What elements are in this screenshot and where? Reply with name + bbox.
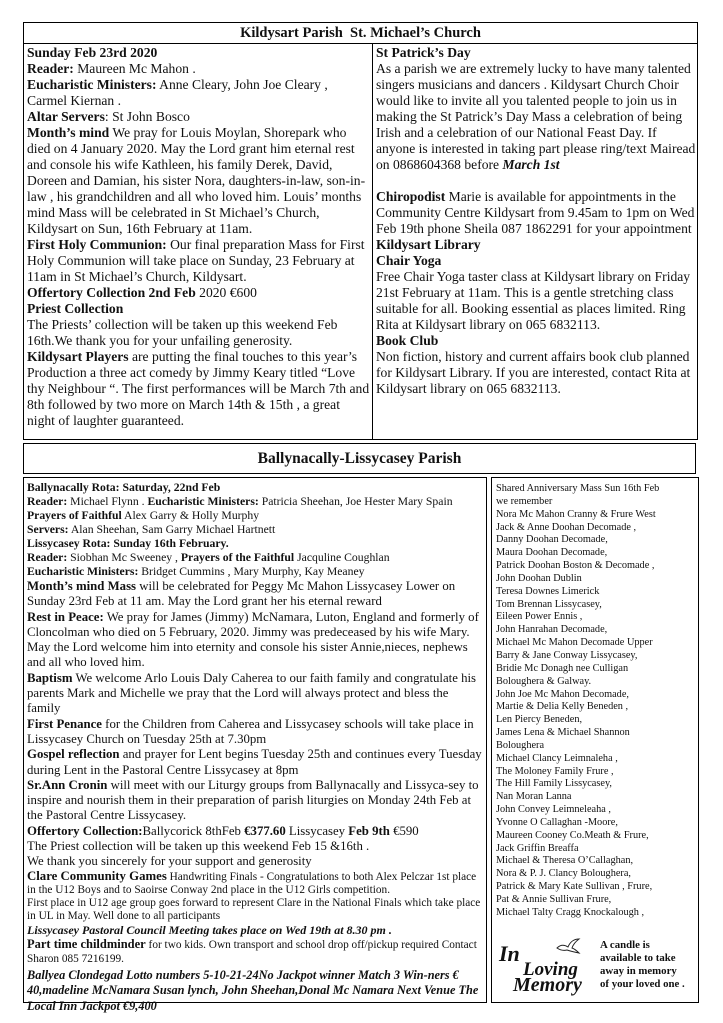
- anniversary-line: Nan Moran Lanna: [496, 791, 572, 803]
- candle-line-3: away in memory: [600, 965, 677, 977]
- anniversary-line: Jack & Anne Doohan Decomade ,: [496, 521, 637, 533]
- baptism-label: Baptism: [27, 670, 73, 685]
- anniversary-line: Maura Doohan Decomade,: [496, 547, 608, 559]
- spacer: [376, 173, 696, 189]
- months-mind-text: We pray for Louis Moylan, Shorepark who died on 4 January 2020. May the Lord grant him eternal rest and console his wife Kathleen, his family Derek, David, Doreen and Damian, his sister Nora, daughters-in-law, son-in-law , his grandchildren and all who loved him. Louis’ months mind Mass will be celebrated in St Michael’s Church, Kildysart on Sun, 16th February at 11am.: [27, 125, 366, 236]
- anniversary-line: John Hanrahan Decomade,: [496, 624, 608, 636]
- anniversary-line: Jack Griffin Breaffa: [496, 842, 579, 854]
- anniversary-line: Patrick Doohan Boston & Decomade ,: [496, 560, 655, 572]
- ballynacally-rota-heading: Ballynacally Rota: Saturday, 22nd Feb: [27, 481, 221, 494]
- yoga-heading: Chair Yoga: [376, 253, 442, 268]
- altar-label: Altar Servers: [27, 109, 105, 124]
- offertory-lissycasey-amount: €590: [389, 823, 419, 838]
- lissycasey-rota-heading: Lissycasey Rota: Sunday 16th February.: [27, 537, 229, 550]
- rota1-pf: Alex Garry & Holly Murphy: [121, 509, 260, 522]
- ballynacally-title-box: [23, 443, 696, 474]
- bookclub-text: Non fiction, history and current affairs book club planned for Kildysart Library. If you are interested, contact Rita at Kildysart library on 065 6832113.: [376, 349, 691, 396]
- rota1-em: Patricia Sheehan, Joe Hester Mary Spain: [258, 495, 453, 508]
- anniversary-line: we remember: [496, 495, 553, 507]
- rip-label: Rest in Peace:: [27, 609, 104, 624]
- anniversary-line: Boloughera: [496, 739, 545, 751]
- anniversary-line: The Moloney Family Frure ,: [496, 765, 614, 777]
- rota2-em: Bridget Cummins , Mary Murphy, Kay Meaney: [138, 565, 365, 578]
- dove-icon: [555, 938, 581, 954]
- candle-note: [600, 939, 697, 991]
- childminder-label: Part time childminder: [27, 937, 146, 952]
- priest-collection-2: The Priest collection will be taken up this weekend Feb 15 &16th .: [27, 839, 370, 854]
- rota1-reader-label: Reader:: [27, 495, 68, 508]
- anniversary-lines: [496, 483, 696, 920]
- anniversary-line: Danny Doohan Decomade,: [496, 534, 608, 546]
- baptism-text: We welcome Arlo Louis Daly Caherea to our faith family and congratulate his parents Mark and Michelle we pray that the Lord will always protect and bless the family: [27, 670, 477, 716]
- candle-line-1: A candle is: [600, 939, 650, 951]
- anniversary-line: Len Piercy Beneden,: [496, 714, 583, 726]
- cronin-label: Sr.Ann Cronin: [27, 777, 108, 792]
- patricks-day-deadline: March 1st: [502, 157, 560, 172]
- kildysart-right-column: [376, 45, 696, 437]
- anniversary-line: Martie & Delia Kelly Beneden ,: [496, 701, 629, 713]
- anniversary-line: Shared Anniversary Mass Sun 16th Feb: [496, 483, 660, 494]
- offertory-ballycorick-amount: €377.60: [244, 823, 286, 838]
- anniversary-list: [496, 483, 696, 923]
- servers-label: Servers:: [27, 523, 69, 536]
- anniversary-line: Yvonne O Callaghan -Moore,: [496, 816, 618, 828]
- anniversary-line: Nora Mc Mahon Cranny & Frure West: [496, 508, 656, 520]
- rota1-pf-label: Prayers of Faithful: [27, 509, 122, 522]
- anniversary-line: The Hill Family Lissycasey,: [496, 778, 613, 790]
- yoga-text: Free Chair Yoga taster class at Kildysart library on Friday 21st February at 11am. This is a gentle stretching class suitable for all. Booking essential as places limited. Ring Rita at Kildysart library on 065 6832113.: [376, 269, 691, 332]
- months-mind-mass-text: will be celebrated for Peggy Mc Mahon Lissycasey Lower on Sunday 23rd Feb at 11 am. May the Lord grant her his eternal reward: [27, 579, 456, 609]
- anniversary-line: John Convey Leimneleaha ,: [496, 804, 611, 816]
- servers: Alan Sheehan, Sam Garry Michael Hartnett: [68, 523, 276, 536]
- anniversary-line: Michael Clancy Leimnaleha ,: [496, 752, 618, 764]
- anniversary-line: Boloughera & Galway.: [496, 675, 592, 687]
- rota1-em-label: Eucharistic Ministers:: [147, 495, 259, 508]
- cronin-text: will meet with our Liturgy groups from Ballynacally and Lissyca-sey to inspire and nourish them in their preparation of parish liturgies on Monday 24th Feb at the Pastoral Centre Lissycasey.: [27, 777, 479, 823]
- penance-text: for the Children from Caherea and Lissycasey schools will take place in Lissycasey Church on Tuesday 25th at 7.30pm: [27, 716, 474, 746]
- kildysart-title-box: [23, 22, 698, 44]
- altar-servers: : St John Bosco: [104, 109, 190, 124]
- memory-in: In: [499, 941, 520, 966]
- sunday-date: Sunday Feb 23rd 2020: [27, 45, 158, 60]
- priest-collection-heading: Priest Collection: [27, 301, 124, 316]
- offertory-label: Offertory Collection 2nd Feb: [27, 285, 196, 300]
- bookclub-heading: Book Club: [376, 333, 439, 348]
- games-label: Clare Community Games: [27, 868, 167, 883]
- players-label: Kildysart Players: [27, 349, 129, 364]
- council-meeting: Lissycasey Pastoral Council Meeting takes place on Wed 19th at 8.30 pm .: [27, 923, 392, 938]
- priest-collection-text: The Priests’ collection will be taken up this weekend Feb 16th.We thank you for your unfailing generosity.: [27, 317, 338, 348]
- patricks-day-text: As a parish we are extremely lucky to have many talented singers musicians and dancers . Kildysart Church Choir would like to invite all you talented people to join us in making the St Patrick’s Day Mass a celebration of being Irish and a celebration of our National Feast Day. If anyone is interested in taking part please ring/text Mairead on 0868604368 before: [376, 61, 696, 172]
- anniversary-line: Pat & Annie Sullivan Frure,: [496, 894, 612, 905]
- rota2-em-label: Eucharistic Ministers:: [27, 565, 139, 578]
- thanks-text: We thank you sincerely for your support and generosity: [27, 854, 312, 869]
- offertory-label-2: Offertory Collection:: [27, 823, 143, 838]
- penance-label: First Penance: [27, 716, 102, 731]
- communion-text: Our final preparation Mass for First Holy Communion will take place on Sunday, 23 February at 11am in St Michael’s Church, Kildysart.: [27, 237, 365, 284]
- anniversary-line: Teresa Downes Limerick: [496, 585, 600, 597]
- anniversary-line: Bridie Mc Donagh nee Culligan: [496, 662, 629, 674]
- reader-label: Reader:: [27, 61, 74, 76]
- anniversary-line: Michael & Theresa O’Callaghan,: [496, 855, 634, 867]
- reader: Maureen Mc Mahon .: [73, 61, 196, 76]
- memory-memory: Memory: [513, 974, 582, 996]
- parish-name: Kildysart Parish: [240, 25, 343, 41]
- rip-text: We pray for James (Jimmy) McNamara, Luton, England and formerly of Cloncolman who died on 5 February, 2020. Jimmy was predeceased by his wife Mary. May the Lord welcome him into eternity and console his sister Annie,nieces, nephews and all who loved him.: [27, 609, 479, 670]
- gospel-label: Gospel reflection: [27, 747, 120, 762]
- library-heading: Kildysart Library: [376, 237, 481, 252]
- anniversary-line: Maureen Cooney Co.Meath & Frure,: [496, 829, 649, 841]
- chiropodist-label: Chiropodist: [376, 189, 446, 204]
- lotto-text: Ballyea Clondegad Lotto numbers 5-10-21-24No Jackpot winner Match 3 Win-ners € 40,madeline McNamara Susan lynch, John Sheehan,Donal Mc Namara Next Venue The Local Inn Jackpot €9,400: [27, 967, 479, 1013]
- church-name: St. Michael’s Church: [350, 25, 481, 41]
- players-text: are putting the final touches to this year’s Production a three act comedy by Jimmy Keary titled “Love thy Neighbour “. The first performances will be March 7th and 8th followed by two more on March 14th & 15th , a great night of laughter guaranteed.: [27, 349, 370, 428]
- memory-loving: Loving: [523, 959, 578, 980]
- kildysart-left-column: [27, 45, 371, 437]
- communion-label: First Holy Communion:: [27, 237, 167, 252]
- offertory-lissycasey: Lissycasey: [285, 823, 349, 838]
- games-text: Handwriting Finals - Congratulations to both Alex Pelczar 1st place in the U12 Boys and to Saoirse Conway 2nd place in the U12 Girls competition.: [27, 870, 477, 896]
- ballynacally-column: [27, 481, 485, 1013]
- anniversary-line: John Joe Mc Mahon Decomade,: [496, 688, 629, 700]
- kildysart-title: [24, 23, 697, 43]
- candle-line-2: available to take: [600, 952, 676, 964]
- offertory-lissycasey-date: Feb 9th: [348, 823, 390, 838]
- anniversary-line: James Lena & Michael Shannon: [496, 727, 630, 739]
- offertory-amount: 2020 €600: [195, 285, 257, 300]
- childminder-text: for two kids. Own transport and school drop off/pickup required Contact Sharon 085 7216199.: [27, 939, 477, 965]
- in-loving-memory-logo: [499, 938, 599, 998]
- patricks-day-heading: St Patrick’s Day: [376, 45, 471, 60]
- rota2-reader-label: Reader:: [27, 551, 68, 564]
- ballynacally-title: Ballynacally-Lissycasey Parish: [257, 450, 462, 467]
- rota2-reader: Siobhan Mc Sweeney ,: [67, 551, 181, 564]
- rota1-reader: Michael Flynn .: [67, 495, 148, 508]
- offertory-ballycorick: Ballycorick 8thFeb: [142, 823, 245, 838]
- anniversary-line: Nora & P. J. Clancy Boloughera,: [496, 868, 631, 880]
- anniversary-line: John Doohan Dublin: [496, 572, 582, 584]
- anniversary-line: Barry & Jane Conway Lissycasey,: [496, 649, 638, 661]
- months-mind-label: Month’s mind: [27, 125, 110, 140]
- rota2-pf-label: Prayers of the Faithful: [180, 551, 295, 564]
- games-text-2: First place in U12 age group goes forward to represent Clare in the National Finals which take place in UL in May. Well done to all participants: [27, 897, 481, 923]
- anniversary-line: Michael Mc Mahon Decomade Upper: [496, 637, 653, 649]
- candle-line-4: of your loved one .: [600, 978, 685, 990]
- months-mind-mass-label: Month’s mind Mass: [27, 579, 137, 593]
- rota2-pf: Jacquline Coughlan: [294, 551, 390, 564]
- anniversary-line: Michael Talty Cragg Knockalough ,: [496, 906, 645, 918]
- eucharistic-ministers: Anne Cleary, John Joe Cleary , Carmel Kiernan .: [27, 77, 328, 108]
- gospel-text: and prayer for Lent begins Tuesday 25th and continues every Tuesday during Lent in the Pastoral Centre Lissycasey at 8pm: [27, 747, 482, 777]
- anniversary-line: Patrick & Mary Kate Sullivan , Frure,: [496, 881, 653, 893]
- anniversary-line: Tom Brennan Lissycasey,: [496, 598, 602, 610]
- eucharistic-label: Eucharistic Ministers:: [27, 77, 157, 92]
- chiropodist-text: Marie is available for appointments in the Community Centre Kildysart from 9.45am to 1pm on Wed Feb 19th phone Sheila 087 1862291 for your appointment: [376, 189, 695, 236]
- anniversary-line: Eileen Power Ennis ,: [496, 611, 583, 623]
